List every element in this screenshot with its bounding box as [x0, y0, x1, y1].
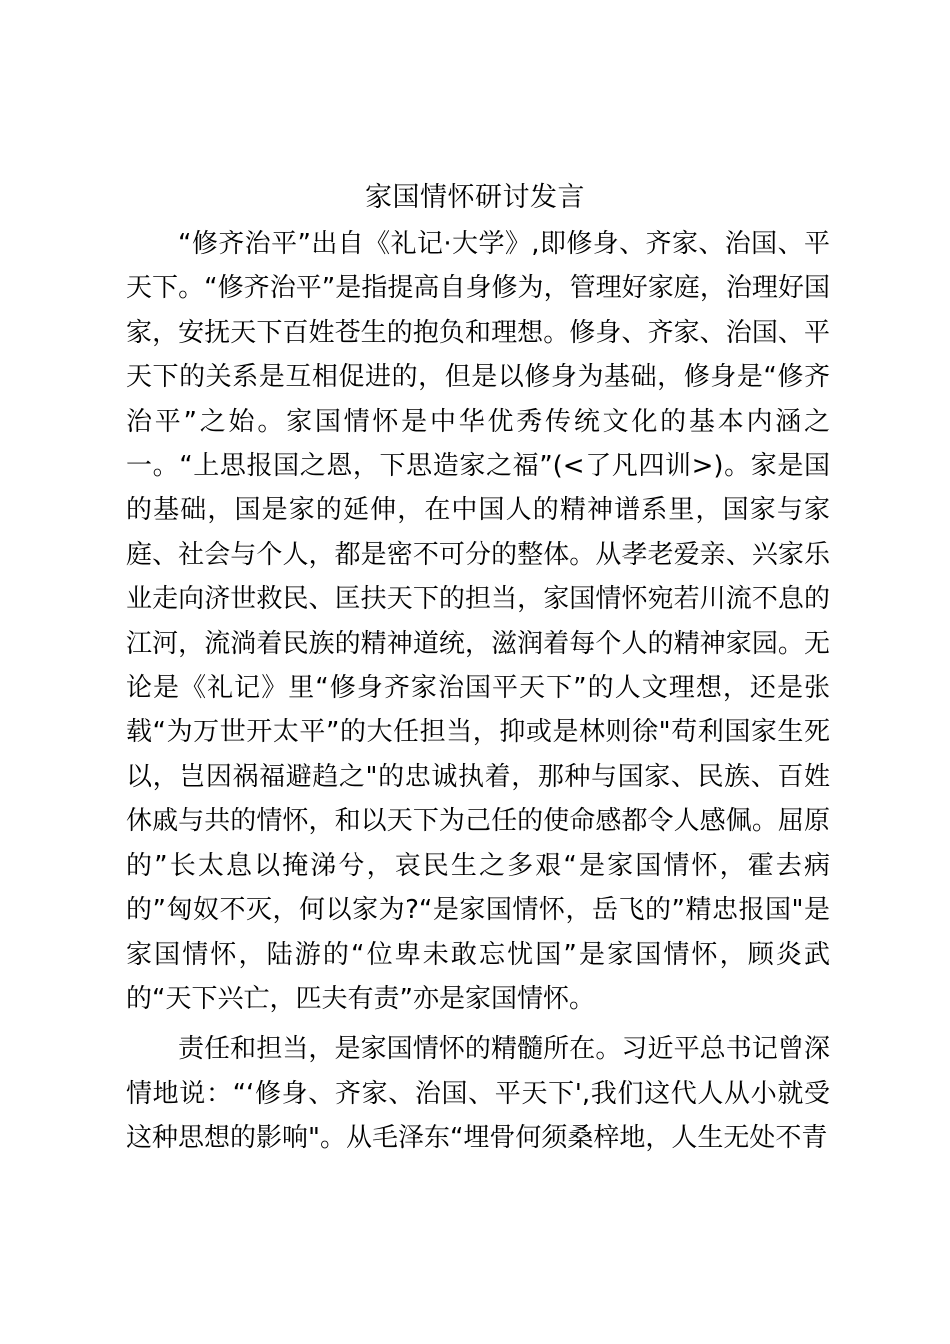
document-body	[126, 222, 830, 1161]
paragraph-2: 责任和担当，是家国情怀的精髓所在。习近平总书记曾深情地说：“‘修身、齐家、治国、平天下',我们这代人从小就受这种思想的影响"。从毛泽东“埋骨何须桑梓地，人生无处不青	[126, 1034, 830, 1154]
paragraph-1: “修齐治平”出自《礼记·大学》,即修身、齐家、治国、平天下。“修齐治平”是指提高自身修为，管理好家庭，治理好国家，安抚天下百姓苍生的抱负和理想。修身、齐家、治国、平天下的关系是互相促进的，但是以修身为基础，修身是“修齐治平”之始。家国情怀是中华优秀传统文化的基本内涵之一。“上思报国之恩，下思造家之福”(<了凡四训>)。家是国的基础，国是家的延伸，在中国人的精神谱系里，国家与家庭、社会与个人，都是密不可分的整体。从孝老爱亲、兴家乐业走向济世救民、匡扶天下的担当，家国情怀宛若川流不息的江河，流淌着民族的精神道统，滋润着每个人的精神家园。无论是《礼记》里“修身齐家治国平天下”的人文理想，还是张载“为万世开太平”的大任担当，抑或是林则徐"苟利国家生死以，岂因祸福避趋之"的忠诚执着，那种与国家、民族、百姓休戚与共的情怀，和以天下为己任的使命感都令人感佩。屈原的”长太息以掩涕兮，哀民生之多艰“是家国情怀，霍去病的”匈奴不灭，何以家为?“是家国情怀，岳飞的”精忠报国"是家国情怀，陆游的“位卑未敢忘忧国”是家国情怀，顾炎武的“天下兴亡，匹夫有责”亦是家国情怀。	[126, 229, 830, 1014]
document-title: 家国情怀研讨发言	[365, 182, 585, 213]
